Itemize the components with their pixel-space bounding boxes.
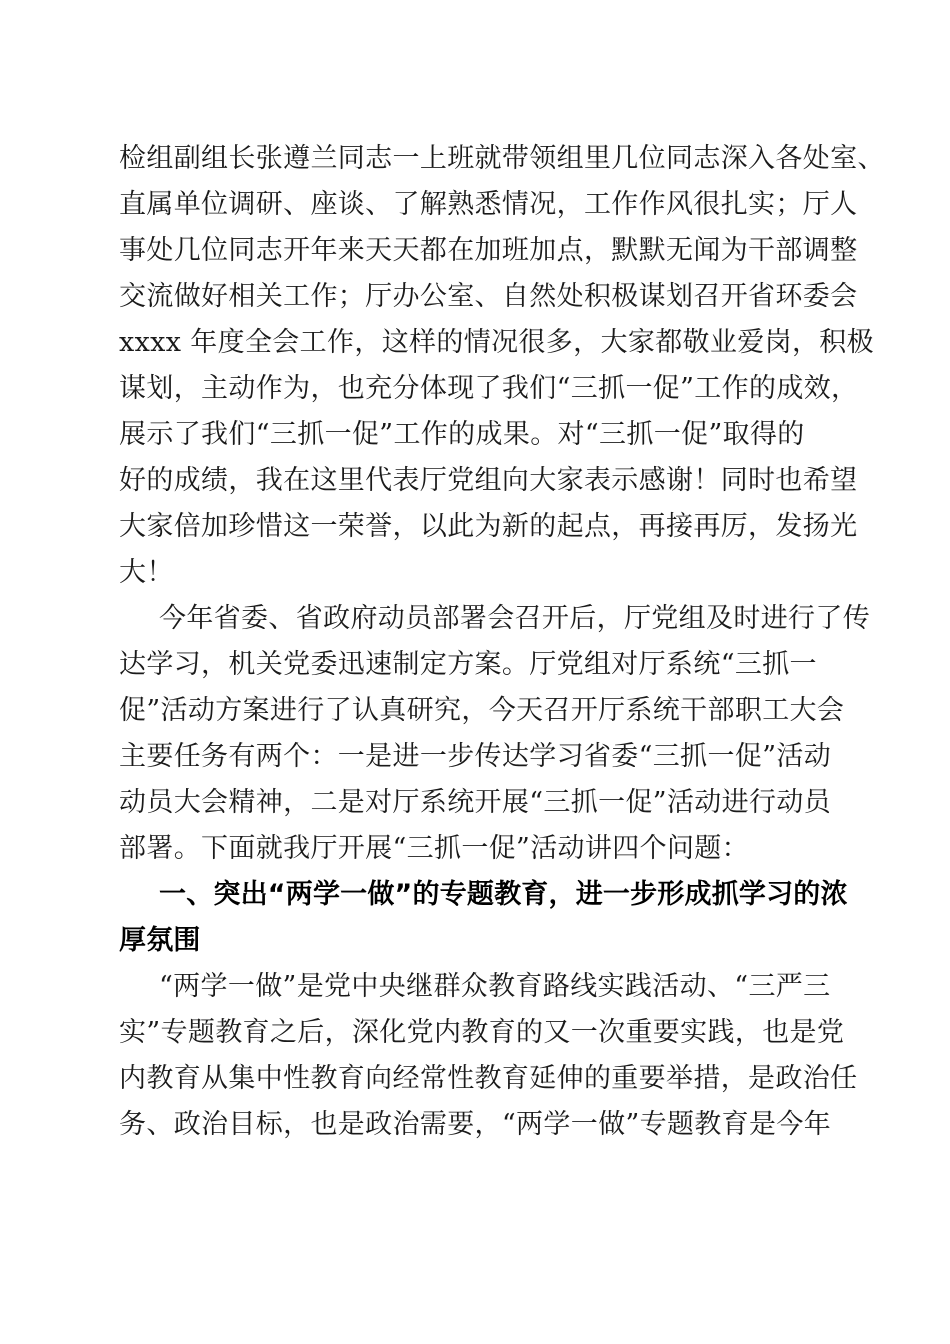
text-line: 内教育从集中性教育向经常性教育延伸的重要举措，是政治任	[119, 1063, 858, 1094]
paragraph-2	[119, 596, 871, 872]
heading-line: 厚氛围	[119, 925, 201, 956]
text-line: 交流做好相关工作；厅办公室、自然处积极谋划召开省环委会	[119, 281, 858, 312]
text-line: 大！	[119, 557, 174, 588]
text-line: 动员大会精神，二是对厅系统开展“三抓一促”活动进行动员	[119, 787, 832, 818]
text-line: xxxx 年度全会工作，这样的情况很多，大家都敬业爱岗，积极	[119, 327, 874, 358]
text-line: 谋划，主动作为，也充分体现了我们“三抓一促”工作的成效，	[119, 373, 859, 404]
text-line: 展示了我们“三抓一促”工作的成果。对“三抓一促”取得的	[119, 419, 805, 450]
text-line: “两学一做”是党中央继群众教育路线实践活动、“三严三	[159, 971, 831, 1002]
text-line: 好的成绩，我在这里代表厅党组向大家表示感谢！同时也希望	[119, 465, 858, 496]
text-line: 达学习，机关党委迅速制定方案。厅党组对厅系统“三抓一	[119, 649, 817, 680]
paragraph-3	[119, 964, 858, 1148]
paragraph-1	[119, 136, 885, 596]
text-line: 促”活动方案进行了认真研究，今天召开厅系统干部职工大会	[119, 695, 845, 726]
heading-line: 一、突出“两学一做”的专题教育，进一步形成抓学习的浓	[159, 879, 848, 910]
text-line: 实”专题教育之后，深化党内教育的又一次重要实践，也是党	[119, 1017, 845, 1048]
text-line: 大家倍加珍惜这一荣誉，以此为新的起点，再接再厉，发扬光	[119, 511, 858, 542]
text-line: 部署。下面就我厅开展“三抓一促”活动讲四个问题：	[119, 833, 750, 864]
text-line: 今年省委、省政府动员部署会召开后，厅党组及时进行了传	[159, 603, 871, 634]
text-line: 检组副组长张遵兰同志一上班就带领组里几位同志深入各处室、	[119, 143, 885, 174]
text-line: 直属单位调研、座谈、了解熟悉情况，工作作风很扎实；厅人	[119, 189, 858, 220]
text-line: 事处几位同志开年来天天都在加班加点，默默无闻为干部调整	[119, 235, 858, 266]
text-line: 主要任务有两个：一是进一步传达学习省委“三抓一促”活动	[119, 741, 832, 772]
section-heading-1	[119, 872, 848, 964]
document-body	[119, 136, 885, 1148]
text-line: 务、政治目标，也是政治需要，“两学一做”专题教育是今年	[119, 1109, 832, 1140]
